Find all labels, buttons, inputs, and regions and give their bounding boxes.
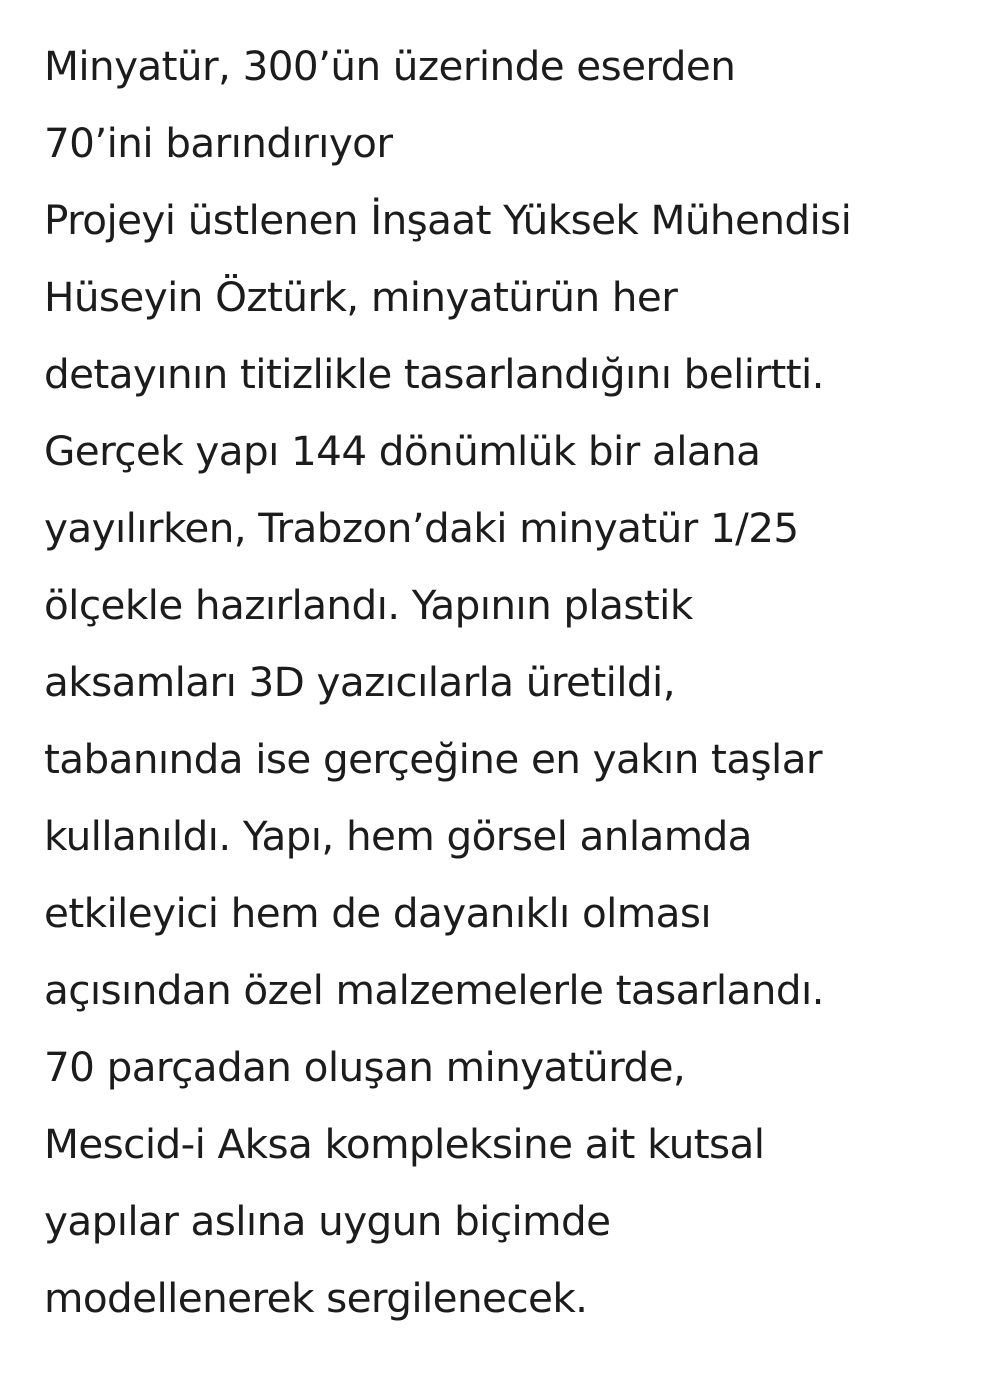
paragraph-line: kullanıldı. Yapı, hem görsel anlamda <box>44 812 752 860</box>
article-heading <box>44 28 974 182</box>
paragraph-line: tabanında ise gerçeğine en yakın taşlar <box>44 735 822 783</box>
paragraph-line: modellenerek sergilenecek. <box>44 1274 588 1322</box>
paragraph-line: 70 parçadan oluşan minyatürde, <box>44 1043 686 1091</box>
paragraph-line: yapılar aslına uygun biçimde <box>44 1197 611 1245</box>
paragraph-line: Mescid-i Aksa kompleksine ait kutsal <box>44 1120 765 1168</box>
heading-line: 70’ini barındırıyor <box>44 119 393 167</box>
paragraph-line: Projeyi üstlenen İnşaat Yüksek Mühendisi <box>44 196 852 244</box>
article-paragraph <box>44 182 974 1337</box>
heading-line: Minyatür, 300’ün üzerinde eserden <box>44 42 736 90</box>
paragraph-line: Gerçek yapı 144 dönümlük bir alana <box>44 427 761 475</box>
paragraph-line: açısından özel malzemelerle tasarlandı. <box>44 966 824 1014</box>
paragraph-line: etkileyici hem de dayanıklı olması <box>44 889 712 937</box>
paragraph-line: ölçekle hazırlandı. Yapının plastik <box>44 581 693 629</box>
paragraph-line: detayının titizlikle tasarlandığını belirtti. <box>44 350 824 398</box>
article-text <box>44 28 974 1337</box>
paragraph-line: aksamları 3D yazıcılarla üretildi, <box>44 658 675 706</box>
paragraph-line: yayılırken, Trabzon’daki minyatür 1/25 <box>44 504 799 552</box>
paragraph-line: Hüseyin Öztürk, minyatürün her <box>44 273 678 321</box>
